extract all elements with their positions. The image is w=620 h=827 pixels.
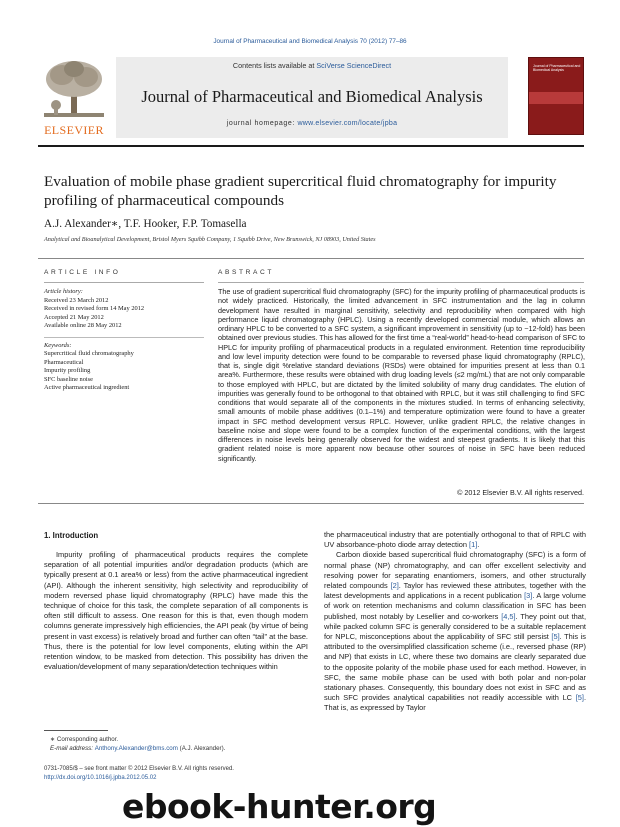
paragraph-text: . This is attributed to the oversimplified classification scheme (i.e., reversed phase (RP) and NP) that exists in LC, where these two domains are clearly separated due to the opposite polarity of the mobile phase used for each method. However, in SFC, the same mobile phase can be used with both polar and non-polar stationary phases. Consequently, this boundary does not exist in SFC and as such SFC provides analytical capabilities not readily accessible with LC: [324, 632, 587, 703]
corresponding-label: Corresponding author.: [56, 736, 119, 743]
journal-masthead: [38, 57, 584, 138]
abstract-rule: [218, 282, 584, 283]
reference-link[interactable]: [3]: [524, 591, 533, 601]
article-title: Evaluation of mobile phase gradient supercritical fluid chromatography for impurity profiling of pharmaceutical compounds: [44, 173, 557, 209]
contents-line: [116, 61, 508, 70]
doi-link[interactable]: http://dx.doi.org/10.1016/j.jpba.2012.05.02: [44, 774, 157, 781]
cover-band: [529, 92, 584, 104]
reference-link[interactable]: [4,5]: [501, 611, 516, 621]
history-item: Received 23 March 2012: [44, 296, 109, 304]
elsevier-logo[interactable]: [38, 57, 110, 138]
author-email-link[interactable]: Anthony.Alexander@bms.com: [94, 745, 178, 752]
introduction-right-column: [324, 530, 586, 714]
abstract-text: The use of gradient supercritical fluid chromatography (SFC) for the impurity profiling of pharmaceutical products is not widely practiced. Historically, the limited advancement in SFC instrumentation and the lag in column development have resulted in marginal sensitivity, selectivity and reproducibility when compared with high performance liquid chromatography (HPLC). Using a recently developed commercial module, which allows an ordinary HPLC to be converted to a SFC system, a significant improvement in sensitivity (up to ~12-fold) has been obtained over previous studies. This has allowed for the first time a “real-world” head-to-head comparison of SFC to HPLC for impurity profiling of pharmaceutical products in a regulated environment. Retention time reproducibility and low level impurity detection were found to be comparable to reversed phase liquid chromatography (RPLC), that is, single digit %relative standard deviations (RSDs) were obtained for impurities present at less than 0.1 area%. Furthermore, these results were obtained with drug loading levels (≤2 mg/mL) that are not only comparable to those employed with HPLC, but are dictated by the limited solubility of many drug candidates. The elution of impurities was generally found to be orthogonal to that obtained with RPLC, but it was still challenging to find SFC conditions that would separate all of the components in the mixtures studied. In terms of enhancing selectivity, small amounts of mobile phase additives (0.1–1%) and temperature optimization were found to have a greater impact in SFC method development versus RPLC. However, unlike gradient RPLC, the relative changes in baseline noise and slope were found to be a complex function of the experimental conditions, with the largest differences in noise levels being generally observed for the widest and steepest gradients. It is likely that this gradient related noise is more apparent now because other sources of noise in SFC have been reduced significantly.: [218, 287, 586, 463]
homepage-prefix: journal homepage:: [226, 120, 298, 127]
journal-homepage-line: [116, 120, 508, 127]
copyright-notice: © 2012 Elsevier B.V. All rights reserved.: [457, 488, 584, 497]
keyword-item: Active pharmaceutical ingredient: [44, 384, 130, 391]
reference-link[interactable]: [1]: [469, 540, 478, 550]
section-rule: [38, 258, 584, 259]
journal-title: Journal of Pharmaceutical and Biomedical Analysis: [141, 87, 483, 106]
abstract-heading: ABSTRACT: [218, 269, 274, 276]
footnote-line: [50, 735, 225, 744]
introduction-heading: 1. Introduction: [44, 531, 99, 540]
article-info-panel: [44, 288, 204, 393]
paragraph-text: . They point out that, while packed column SFC is generally considered to be a suitable replacement for NPLC, misconceptions about the applicability of SFC still persist: [324, 611, 586, 642]
reference-link[interactable]: [5]: [551, 632, 560, 642]
journal-cover-thumbnail[interactable]: [528, 57, 584, 135]
keyword-item: Supercritical fluid chromatography: [44, 350, 134, 357]
cover-title: Journal of Pharmaceutical and Biomedical Analysis: [533, 64, 581, 73]
introduction-left-column: Impurity profiling of pharmaceutical products requires the complete separation of all potential impurities and/or degradation products (which are typically present at 0.1 area% or less) from the active pharmaceutical ingredient (API). Although the inherent sensitivity, high selectivity and reproducibility of modern reversed phase liquid chromatography (RPLC) have made this the technique of choice for this task, the complete separation of all components is often still difficult to assess. One reason for this is that, even though modern columns generate impressively high efficiencies, the API peak (by virtue of being present in vast excess) is relatively broad and further can often “tail” at the base. Thus, there is the potential for low level components, eluting within the API retention window, to be masked from detection. This possibility has driven the evaluation/development of many separation/detection techniques within: [44, 550, 308, 672]
email-label: E-mail address:: [50, 745, 95, 752]
paragraph-text: . Taylor has reviewed these attributes, together with the latest developments and applications in a recent publication: [324, 581, 586, 601]
footnote-rule: [44, 730, 108, 731]
footnote-line: [50, 744, 225, 753]
reference-link[interactable]: [2]: [390, 581, 399, 591]
issn-line: 0731-7085/$ – see front matter © 2012 Elsevier B.V. All rights reserved.: [44, 766, 234, 772]
footnote-mark: ∗: [50, 736, 56, 743]
article-authors[interactable]: A.J. Alexander∗, T.F. Hooker, F.P. Tomasella: [44, 218, 247, 230]
paragraph-text: the pharmaceutical industry that are potentially orthogonal to that of RPLC with UV absorbance-photo diode array detection: [324, 530, 586, 550]
abstract-bottom-rule: [38, 503, 584, 504]
intro-paragraph: [324, 550, 586, 713]
history-item: Received in revised form 14 May 2012: [44, 305, 145, 312]
keyword-item: SFC baseline noise: [44, 375, 93, 383]
watermark-text: ebook-hunter.org: [122, 787, 437, 826]
elsevier-wordmark: ELSEVIER: [44, 123, 104, 137]
journal-citation[interactable]: Journal of Pharmaceutical and Biomedical Analysis 70 (2012) 77–86: [213, 38, 407, 45]
author-affiliation: Analytical and Bioanalytical Development, Bristol Myers Squibb Company, 1 Squibb Drive, New Brunswick, NJ 08903, United States: [44, 236, 376, 243]
reference-link[interactable]: [5]: [575, 693, 584, 703]
history-label: Article history:: [44, 288, 83, 295]
keywords-label: Keywords:: [44, 341, 72, 349]
masthead-banner: [116, 57, 508, 138]
paragraph-text: .: [477, 540, 480, 550]
email-suffix: (A.J. Alexander).: [177, 745, 226, 752]
keyword-item: Impurity profiling: [44, 367, 91, 374]
contents-prefix: Contents lists available at: [232, 61, 317, 70]
corresponding-author-footnote: [50, 735, 225, 753]
paragraph-text: Carbon dioxide based supercritical fluid chromatography (SFC) is a form of normal phase (NP) chromatography, and can offer excellent selectivity and resolving power for separating enantiomers, isomers, and other structurally related compounds: [324, 550, 586, 591]
history-item: Accepted 21 May 2012: [44, 313, 104, 321]
issn-block: [44, 765, 234, 782]
sciencedirect-link[interactable]: SciVerse ScienceDirect: [316, 61, 392, 70]
intro-paragraph: [324, 530, 586, 550]
paragraph-text: . That is, as expressed by Taylor: [324, 693, 586, 713]
paragraph-text: . A large volume of work on retention mechanisms and column classification in SFC has been published, most notably by Lesellier and co-workers: [324, 591, 586, 621]
homepage-link[interactable]: www.elsevier.com/locate/jpba: [297, 120, 398, 127]
keywords-rule: [44, 337, 204, 338]
elsevier-tree-icon: [38, 57, 110, 121]
header-rule: [38, 145, 584, 147]
article-info-rule: [44, 282, 204, 283]
keyword-item: Pharmaceutical: [44, 358, 84, 366]
article-info-heading: ARTICLE INFO: [44, 269, 121, 276]
history-item: Available online 28 May 2012: [44, 322, 122, 329]
